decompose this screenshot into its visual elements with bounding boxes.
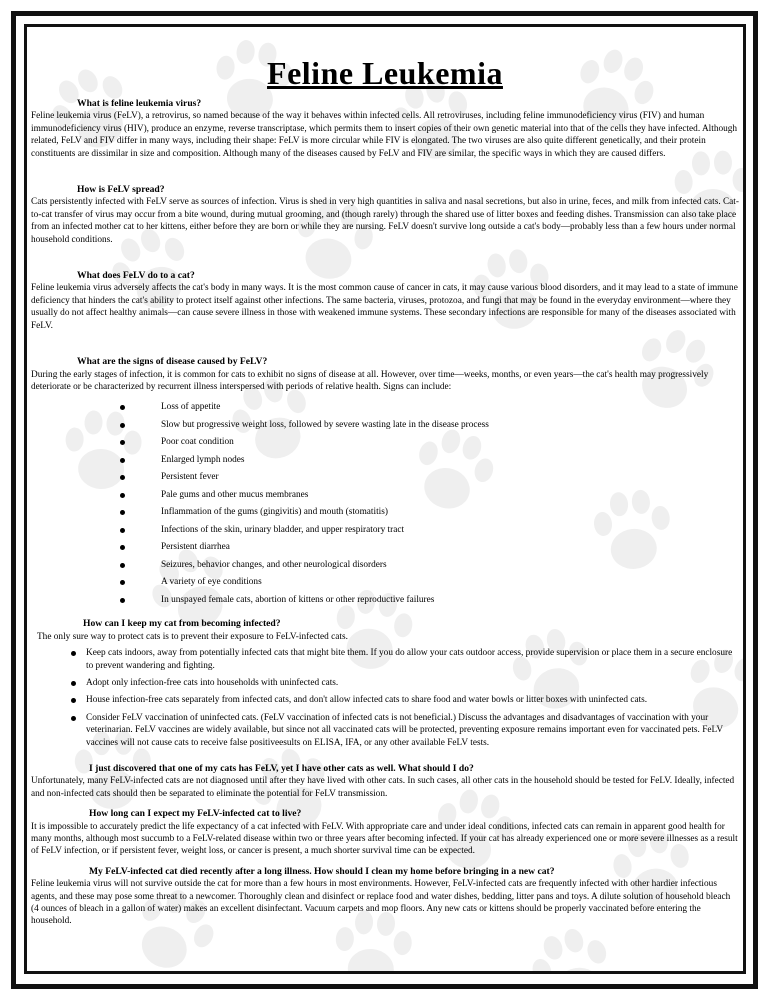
list-item: Loss of appetite	[31, 399, 739, 417]
section-body-cleaning: Feline leukemia virus will not survive outside the cat for more than a few hours in most environments. However, FeLV-infected cats are frequently infected with other hardier infectious agents, and these may pose some threat to a newcomer. Thoroughly clean and disinfect or replace food and water dishes, bedding, litter pans and toys. A dilute solution of household bleach (4 ounces of bleach in a gallon of water) makes an excellent disinfectant. Vacuum carpets and mop floors. Any new cats or kittens should be properly vaccinated before entering the household.	[31, 879, 731, 927]
section-heading-multi-cat: I just discovered that one of my cats has FeLV, yet I have other cats as well. What should I do?	[89, 762, 474, 774]
list-item: Seizures, behavior changes, and other neurological disorders	[31, 557, 739, 575]
section-body-what-is-felv: Feline leukemia virus (FeLV), a retrovirus, so named because of the way it behaves within infected cells. All retroviruses, including feline immunodeficiency virus (FIV) and human immunodeficiency virus (HIV), produce an enzyme, reverse transcriptase, which permits them to insert copies of their own genetic material into that of the cells they have infected. Although related, FeLV and FIV differ in many ways, including their shape: FeLV is more circular while FIV is elongated. The two viruses are also quite different genetically, and their protein constituents are dissimilar in size and composition. Although many of the diseases caused by FeLV and FIV are similar, the specific ways in which they are caused differs.	[31, 111, 738, 159]
section-heading-prevention: How can I keep my cat from becoming infected?	[83, 618, 281, 630]
list-item: A variety of eye conditions	[31, 574, 739, 592]
document-body	[31, 54, 739, 928]
list-item: Inflammation of the gums (gingivitis) and mouth (stomatitis)	[31, 504, 739, 522]
list-item: Persistent fever	[31, 469, 739, 487]
section-body-multi-cat: Unfortunately, many FeLV-infected cats are not diagnosed until after they have lived with other cats. In such cases, all other cats in the household should be tested for FeLV. Ideally, infected and non-infected cats should then be separated to eliminate the potential for FeLV transmission.	[31, 776, 735, 799]
section-body-how-spread: Cats persistently infected with FeLV serve as sources of infection. Virus is shed in very high quantities in saliva and nasal secretions, but also in urine, feces, and milk from infected cats. Cat-to-cat transfer of virus may occur from a bite wound, during mutual grooming, and (though rarely) through the shared use of litter boxes and feeding dishes. Transmission can also take place from an infected mother cat to her kittens, either before they are born or while they are nursing. FeLV doesn't survive long outside a cat's body—probably less than a few hours under normal household conditions.	[31, 197, 739, 245]
list-item: In unspayed female cats, abortion of kittens or other reproductive failures	[31, 592, 739, 610]
section-heading-signs: What are the signs of disease caused by FeLV?	[77, 356, 268, 368]
signs-list	[31, 399, 739, 609]
section-body-prevention: The only sure way to protect cats is to prevent their exposure to FeLV-infected cats.	[37, 631, 348, 642]
list-item: Consider FeLV vaccination of uninfected cats. (FeLV vaccination of infected cats is not beneficial.) Discuss the advantages and disadvantages of vaccination with your veterinarian. FeLV vaccines are widely available, but since not all vaccinated cats will be protected, preventing exposure remains important even for vaccinated pets. FeLV vaccines will not cause cats to receive false positiveesults on ELISA, IFA, or any other available FeLV tests.	[31, 712, 739, 749]
list-item: Pale gums and other mucus membranes	[31, 487, 739, 505]
section-heading-cleaning: My FeLV-infected cat died recently after a long illness. How should I clean my home before bringing in a new cat?	[89, 865, 555, 877]
list-item: Slow but progressive weight loss, followed by severe wasting late in the disease process	[31, 417, 739, 435]
list-item: Persistent diarrhea	[31, 539, 739, 557]
section-heading-life-expectancy: How long can I expect my FeLV-infected cat to live?	[89, 808, 302, 820]
section-body-signs: During the early stages of infection, it is common for cats to exhibit no signs of disease at all. However, over time—weeks, months, or even years—the cat's health may progressively deteriorate or be characterized by recurrent illness interspersed with periods of relative health. Signs can include:	[31, 369, 709, 392]
document-title: Feline Leukemia	[267, 55, 503, 91]
list-item: Enlarged lymph nodes	[31, 452, 739, 470]
section-heading-what-is-felv: What is feline leukemia virus?	[77, 98, 202, 109]
list-item: Infections of the skin, urinary bladder, and upper respiratory tract	[31, 522, 739, 540]
list-item: Poor coat condition	[31, 434, 739, 452]
section-heading-what-does-felv-do: What does FeLV do to a cat?	[77, 270, 195, 282]
prevention-list	[31, 647, 739, 749]
section-body-what-does-felv-do: Feline leukemia virus adversely affects the cat's body in many ways. It is the most common cause of cancer in cats, it may cause various blood disorders, and it may lead to a state of immune deficiency that hinders the cat's ability to protect itself against other infections. The same bacteria, viruses, protozoa, and fungi that may be found in the everyday environment—where they usually do not affect healthy animals—can cause severe illness in those with weakened immune systems. These secondary infections are responsible for many of the diseases associated with FeLV.	[31, 283, 738, 331]
list-item: Adopt only infection-free cats into households with uninfected cats.	[31, 677, 739, 689]
list-item: House infection-free cats separately from infected cats, and don't allow infected cats to share food and water bowls or litter boxes with uninfected cats.	[31, 694, 739, 706]
list-item: Keep cats indoors, away from potentially infected cats that might bite them. If you do allow your cats outdoor access, provide supervision or place them in a secure enclosure to prevent wandering and fighting.	[31, 647, 739, 672]
section-heading-how-spread: How is FeLV spread?	[77, 184, 165, 196]
section-body-life-expectancy: It is impossible to accurately predict the life expectancy of a cat infected with FeLV. With appropriate care and under ideal conditions, infected cats can remain in apparent good health for many months, although most succumb to a FeLV-related disease within two or three years after becoming infected. If your cat has already experienced one or more severe illnesses as a result of FeLV infection, or if persistent fever, weight loss, or cancer is present, a much shorter survival time can be expected.	[31, 821, 738, 857]
